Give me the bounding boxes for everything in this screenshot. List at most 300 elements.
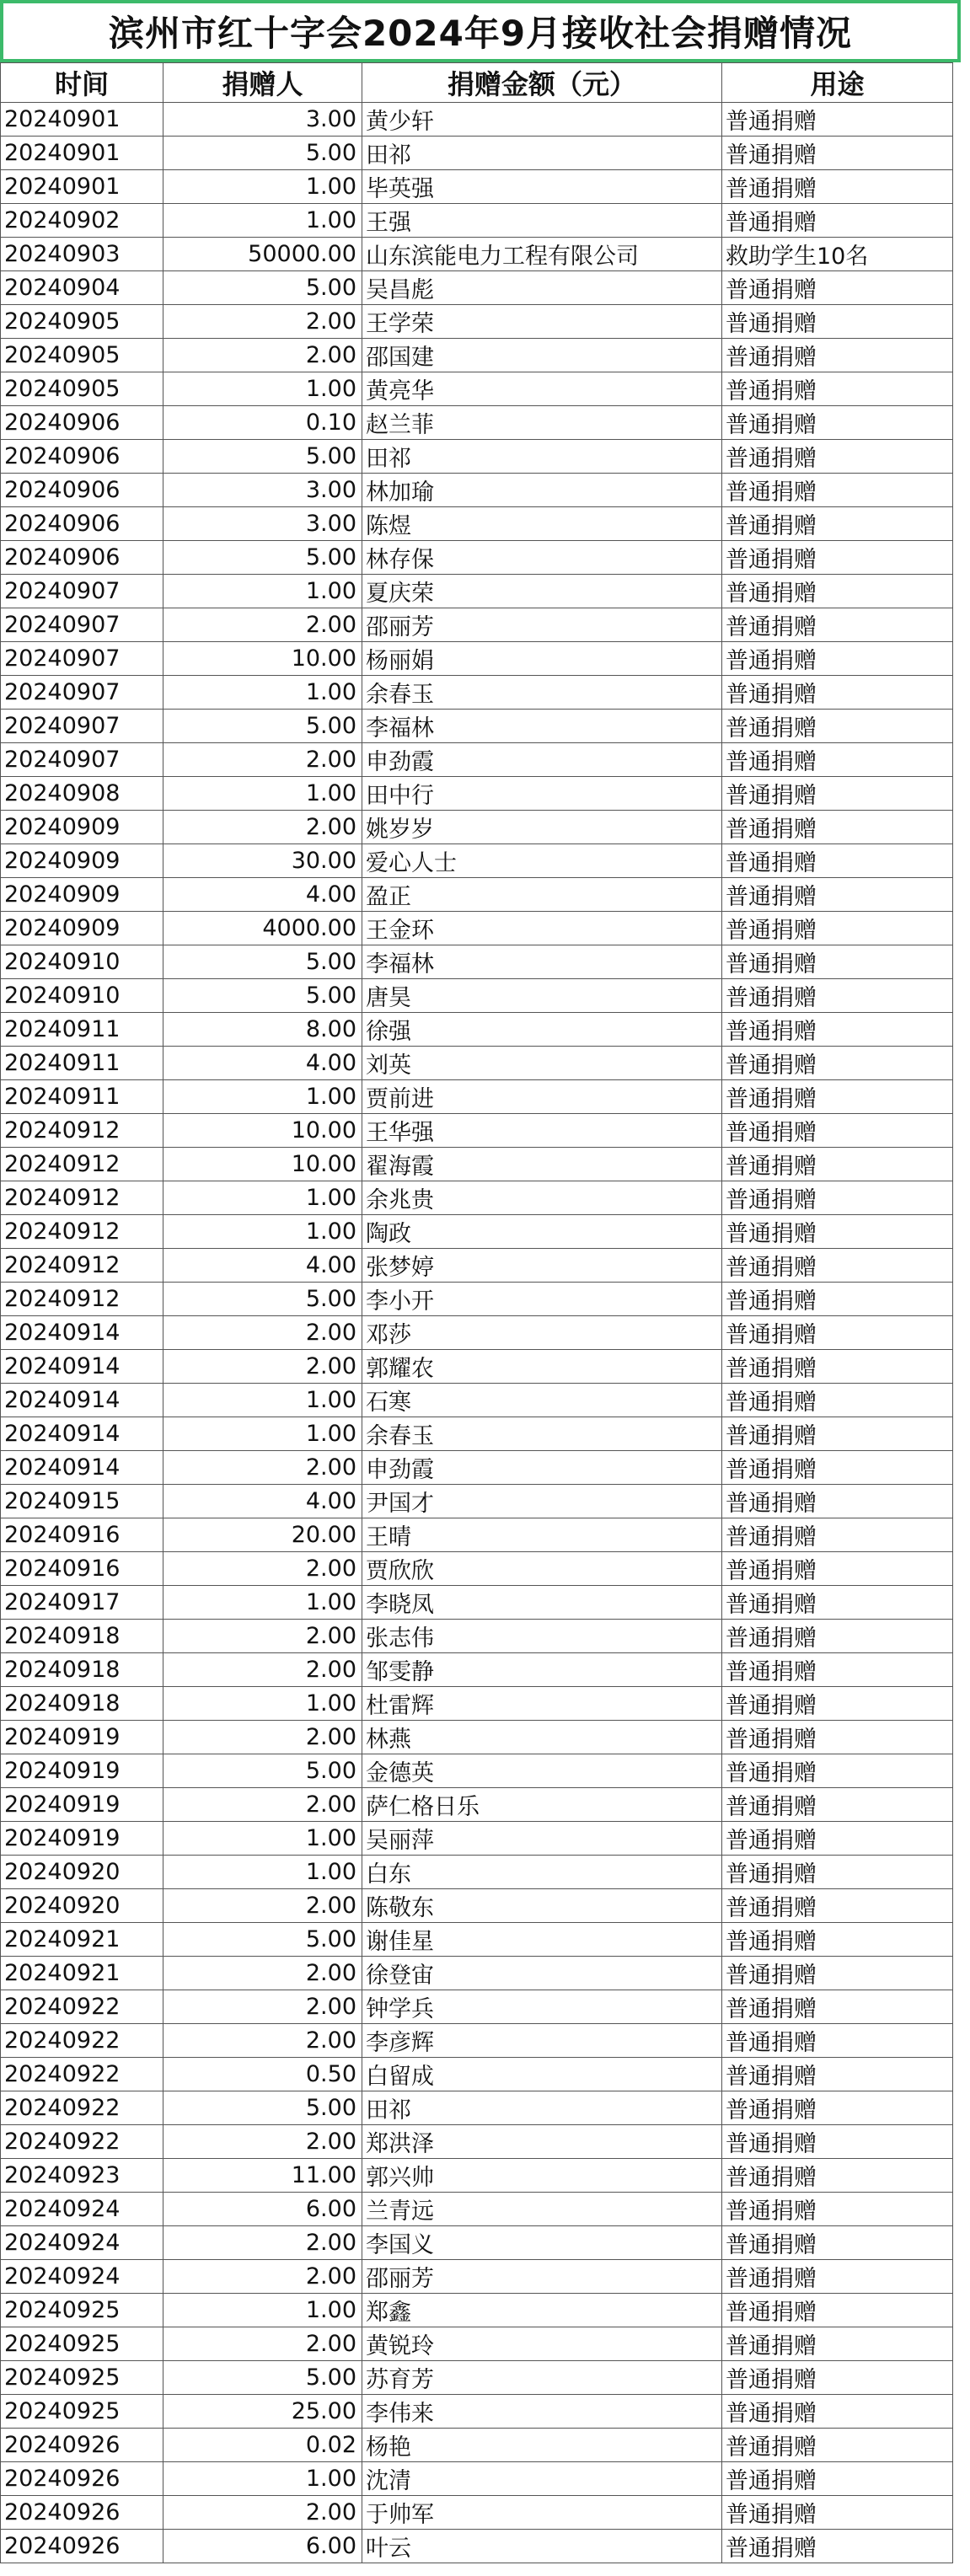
cell-donor[interactable]: 田中行 (362, 777, 722, 811)
cell-date[interactable]: 20240916 (1, 1552, 163, 1586)
cell-amount[interactable]: 0.10 (163, 406, 362, 440)
cell-amount[interactable]: 1.00 (163, 170, 362, 204)
cell-date[interactable]: 20240922 (1, 2091, 163, 2125)
cell-purpose[interactable]: 普通捐赠 (722, 1047, 953, 1080)
cell-purpose[interactable]: 普通捐赠 (722, 2294, 953, 2327)
cell-amount[interactable]: 5.00 (163, 979, 362, 1013)
cell-purpose[interactable]: 普通捐赠 (722, 710, 953, 743)
cell-date[interactable]: 20240906 (1, 507, 163, 541)
cell-date[interactable]: 20240907 (1, 743, 163, 777)
cell-purpose[interactable]: 普通捐赠 (722, 945, 953, 979)
table-row (1, 2193, 953, 2226)
cell-donor[interactable]: 金德英 (362, 1754, 722, 1788)
cell-donor[interactable]: 田祁 (362, 2091, 722, 2125)
cell-date[interactable]: 20240921 (1, 1923, 163, 1957)
cell-date[interactable]: 20240924 (1, 2226, 163, 2260)
cell-date[interactable]: 20240920 (1, 1856, 163, 1889)
cell-purpose[interactable]: 普通捐赠 (722, 1586, 953, 1620)
cell-date[interactable]: 20240922 (1, 1990, 163, 2024)
cell-date[interactable]: 20240909 (1, 844, 163, 878)
cell-purpose[interactable]: 普通捐赠 (722, 2193, 953, 2226)
cell-donor[interactable]: 徐登宙 (362, 1957, 722, 1990)
cell-amount[interactable]: 50000.00 (163, 238, 362, 271)
cell-date[interactable]: 20240912 (1, 1215, 163, 1249)
cell-date[interactable]: 20240912 (1, 1283, 163, 1316)
cell-donor[interactable]: 徐强 (362, 1013, 722, 1047)
cell-purpose[interactable]: 普通捐赠 (722, 1451, 953, 1485)
cell-date[interactable]: 20240926 (1, 2530, 163, 2563)
cell-donor[interactable]: 吴昌彪 (362, 271, 722, 305)
cell-purpose[interactable]: 普通捐赠 (722, 1350, 953, 1384)
cell-donor[interactable]: 唐昊 (362, 979, 722, 1013)
cell-date[interactable]: 20240912 (1, 1148, 163, 1181)
cell-date[interactable]: 20240919 (1, 1788, 163, 1822)
cell-amount[interactable]: 5.00 (163, 1283, 362, 1316)
cell-purpose[interactable]: 普通捐赠 (722, 1721, 953, 1754)
cell-purpose[interactable]: 普通捐赠 (722, 811, 953, 844)
cell-amount[interactable]: 2.00 (163, 1653, 362, 1687)
cell-amount[interactable]: 5.00 (163, 945, 362, 979)
cell-amount[interactable]: 10.00 (163, 1114, 362, 1148)
cell-donor[interactable]: 王学荣 (362, 305, 722, 339)
cell-amount[interactable]: 1.00 (163, 2462, 362, 2496)
cell-amount[interactable]: 1.00 (163, 2294, 362, 2327)
cell-date[interactable]: 20240925 (1, 2361, 163, 2395)
cell-amount[interactable]: 1.00 (163, 372, 362, 406)
cell-donor[interactable]: 陶政 (362, 1215, 722, 1249)
cell-amount[interactable]: 10.00 (163, 1148, 362, 1181)
cell-purpose[interactable]: 普通捐赠 (722, 103, 953, 137)
cell-amount[interactable]: 30.00 (163, 844, 362, 878)
cell-date[interactable]: 20240925 (1, 2395, 163, 2429)
cell-donor[interactable]: 贾前进 (362, 1080, 722, 1114)
cell-purpose[interactable]: 普通捐赠 (722, 2327, 953, 2361)
cell-date[interactable]: 20240906 (1, 440, 163, 474)
cell-date[interactable]: 20240919 (1, 1822, 163, 1856)
cell-date[interactable]: 20240922 (1, 2058, 163, 2091)
cell-date[interactable]: 20240901 (1, 103, 163, 137)
cell-donor[interactable]: 黄少轩 (362, 103, 722, 137)
cell-donor[interactable]: 贾欣欣 (362, 1552, 722, 1586)
cell-amount[interactable]: 2.00 (163, 743, 362, 777)
cell-date[interactable]: 20240926 (1, 2462, 163, 2496)
cell-purpose[interactable]: 普通捐赠 (722, 170, 953, 204)
cell-donor[interactable]: 沈清 (362, 2462, 722, 2496)
cell-date[interactable]: 20240918 (1, 1653, 163, 1687)
cell-amount[interactable]: 2.00 (163, 1957, 362, 1990)
cell-amount[interactable]: 5.00 (163, 271, 362, 305)
cell-amount[interactable]: 8.00 (163, 1013, 362, 1047)
cell-date[interactable]: 20240921 (1, 1957, 163, 1990)
cell-donor[interactable]: 白东 (362, 1856, 722, 1889)
cell-purpose[interactable]: 普通捐赠 (722, 372, 953, 406)
cell-date[interactable]: 20240912 (1, 1249, 163, 1283)
cell-date[interactable]: 20240922 (1, 2125, 163, 2159)
cell-date[interactable]: 20240912 (1, 1114, 163, 1148)
cell-donor[interactable]: 田祁 (362, 137, 722, 170)
cell-donor[interactable]: 王晴 (362, 1518, 722, 1552)
cell-date[interactable]: 20240914 (1, 1451, 163, 1485)
cell-amount[interactable]: 1.00 (163, 1687, 362, 1721)
cell-date[interactable]: 20240906 (1, 474, 163, 507)
cell-donor[interactable]: 于帅军 (362, 2496, 722, 2530)
cell-purpose[interactable]: 普通捐赠 (722, 1148, 953, 1181)
cell-purpose[interactable]: 普通捐赠 (722, 743, 953, 777)
cell-donor[interactable]: 尹国才 (362, 1485, 722, 1518)
cell-purpose[interactable]: 普通捐赠 (722, 1518, 953, 1552)
cell-donor[interactable]: 刘英 (362, 1047, 722, 1080)
cell-amount[interactable]: 1.00 (163, 575, 362, 608)
cell-donor[interactable]: 林燕 (362, 1721, 722, 1754)
cell-amount[interactable]: 1.00 (163, 777, 362, 811)
cell-amount[interactable]: 2.00 (163, 305, 362, 339)
cell-amount[interactable]: 4.00 (163, 878, 362, 912)
cell-amount[interactable]: 3.00 (163, 474, 362, 507)
cell-date[interactable]: 20240919 (1, 1721, 163, 1754)
cell-date[interactable]: 20240908 (1, 777, 163, 811)
cell-amount[interactable]: 2.00 (163, 1552, 362, 1586)
cell-donor[interactable]: 姚岁岁 (362, 811, 722, 844)
cell-amount[interactable]: 2.00 (163, 2327, 362, 2361)
cell-purpose[interactable]: 普通捐赠 (722, 541, 953, 575)
cell-donor[interactable]: 黄锐玲 (362, 2327, 722, 2361)
cell-amount[interactable]: 2.00 (163, 1788, 362, 1822)
cell-amount[interactable]: 1.00 (163, 1080, 362, 1114)
cell-donor[interactable]: 爱心人士 (362, 844, 722, 878)
cell-amount[interactable]: 1.00 (163, 1417, 362, 1451)
cell-amount[interactable]: 11.00 (163, 2159, 362, 2193)
cell-amount[interactable]: 5.00 (163, 541, 362, 575)
cell-purpose[interactable]: 普通捐赠 (722, 777, 953, 811)
cell-amount[interactable]: 2.00 (163, 2496, 362, 2530)
cell-date[interactable]: 20240905 (1, 305, 163, 339)
cell-donor[interactable]: 兰青远 (362, 2193, 722, 2226)
cell-date[interactable]: 20240905 (1, 372, 163, 406)
cell-date[interactable]: 20240917 (1, 1586, 163, 1620)
cell-date[interactable]: 20240915 (1, 1485, 163, 1518)
cell-amount[interactable]: 4.00 (163, 1485, 362, 1518)
cell-amount[interactable]: 4000.00 (163, 912, 362, 945)
cell-donor[interactable]: 余兆贵 (362, 1181, 722, 1215)
cell-donor[interactable]: 苏育芳 (362, 2361, 722, 2395)
cell-purpose[interactable]: 普通捐赠 (722, 137, 953, 170)
cell-purpose[interactable]: 普通捐赠 (722, 2260, 953, 2294)
cell-date[interactable]: 20240907 (1, 608, 163, 642)
cell-amount[interactable]: 4.00 (163, 1047, 362, 1080)
cell-purpose[interactable]: 普通捐赠 (722, 608, 953, 642)
cell-date[interactable]: 20240926 (1, 2496, 163, 2530)
cell-donor[interactable]: 萨仁格日乐 (362, 1788, 722, 1822)
cell-purpose[interactable]: 救助学生10名 (722, 238, 953, 271)
cell-purpose[interactable]: 普通捐赠 (722, 1485, 953, 1518)
cell-donor[interactable]: 申劲霞 (362, 743, 722, 777)
cell-amount[interactable]: 2.00 (163, 2226, 362, 2260)
cell-amount[interactable]: 2.00 (163, 1350, 362, 1384)
cell-purpose[interactable]: 普通捐赠 (722, 1215, 953, 1249)
cell-amount[interactable]: 0.50 (163, 2058, 362, 2091)
cell-date[interactable]: 20240911 (1, 1013, 163, 1047)
cell-date[interactable]: 20240907 (1, 710, 163, 743)
cell-purpose[interactable]: 普通捐赠 (722, 507, 953, 541)
cell-amount[interactable]: 2.00 (163, 339, 362, 372)
cell-purpose[interactable]: 普通捐赠 (722, 1114, 953, 1148)
cell-date[interactable]: 20240926 (1, 2429, 163, 2462)
cell-donor[interactable]: 李福林 (362, 945, 722, 979)
cell-donor[interactable]: 毕英强 (362, 170, 722, 204)
cell-donor[interactable]: 李福林 (362, 710, 722, 743)
cell-purpose[interactable]: 普通捐赠 (722, 1788, 953, 1822)
cell-purpose[interactable]: 普通捐赠 (722, 474, 953, 507)
column-header-time[interactable]: 时间 (1, 63, 163, 103)
cell-purpose[interactable]: 普通捐赠 (722, 1417, 953, 1451)
cell-amount[interactable]: 2.00 (163, 1990, 362, 2024)
cell-amount[interactable]: 5.00 (163, 440, 362, 474)
cell-donor[interactable]: 邵丽芳 (362, 2260, 722, 2294)
cell-amount[interactable]: 3.00 (163, 103, 362, 137)
cell-amount[interactable]: 5.00 (163, 2361, 362, 2395)
cell-donor[interactable]: 田祁 (362, 440, 722, 474)
cell-donor[interactable]: 张志伟 (362, 1620, 722, 1653)
cell-amount[interactable]: 2.00 (163, 1316, 362, 1350)
column-header-purpose[interactable]: 用途 (722, 63, 953, 103)
table-row (1, 1653, 953, 1687)
cell-date[interactable]: 20240907 (1, 642, 163, 676)
cell-amount[interactable]: 2.00 (163, 1451, 362, 1485)
cell-donor[interactable]: 李晓凤 (362, 1586, 722, 1620)
cell-amount[interactable]: 2.00 (163, 811, 362, 844)
cell-purpose[interactable]: 普通捐赠 (722, 575, 953, 608)
cell-amount[interactable]: 25.00 (163, 2395, 362, 2429)
cell-date[interactable]: 20240914 (1, 1350, 163, 1384)
cell-date[interactable]: 20240925 (1, 2327, 163, 2361)
cell-donor[interactable]: 林加瑜 (362, 474, 722, 507)
cell-date[interactable]: 20240919 (1, 1754, 163, 1788)
cell-donor[interactable]: 郑鑫 (362, 2294, 722, 2327)
cell-amount[interactable]: 4.00 (163, 1249, 362, 1283)
cell-purpose[interactable]: 普通捐赠 (722, 1283, 953, 1316)
cell-purpose[interactable]: 普通捐赠 (722, 1957, 953, 1990)
cell-date[interactable]: 20240912 (1, 1181, 163, 1215)
cell-purpose[interactable]: 普通捐赠 (722, 1080, 953, 1114)
cell-amount[interactable]: 2.00 (163, 1889, 362, 1923)
cell-date[interactable]: 20240901 (1, 137, 163, 170)
cell-purpose[interactable]: 普通捐赠 (722, 1316, 953, 1350)
cell-purpose[interactable]: 普通捐赠 (722, 642, 953, 676)
cell-donor[interactable]: 山东滨能电力工程有限公司 (362, 238, 722, 271)
cell-donor[interactable]: 盈正 (362, 878, 722, 912)
cell-amount[interactable]: 2.00 (163, 1620, 362, 1653)
cell-amount[interactable]: 2.00 (163, 608, 362, 642)
cell-donor[interactable]: 谢佳星 (362, 1923, 722, 1957)
cell-purpose[interactable]: 普通捐赠 (722, 1653, 953, 1687)
cell-donor[interactable]: 陈煜 (362, 507, 722, 541)
cell-date[interactable]: 20240902 (1, 204, 163, 238)
cell-purpose[interactable]: 普通捐赠 (722, 440, 953, 474)
cell-amount[interactable]: 1.00 (163, 1856, 362, 1889)
cell-amount[interactable]: 1.00 (163, 1215, 362, 1249)
cell-donor[interactable]: 赵兰菲 (362, 406, 722, 440)
cell-purpose[interactable]: 普通捐赠 (722, 2024, 953, 2058)
cell-purpose[interactable]: 普通捐赠 (722, 1687, 953, 1721)
cell-purpose[interactable]: 普通捐赠 (722, 2058, 953, 2091)
cell-purpose[interactable]: 普通捐赠 (722, 1620, 953, 1653)
sheet-title[interactable]: 滨州市红十字会2024年9月接收社会捐赠情况 (0, 0, 961, 62)
cell-date[interactable]: 20240914 (1, 1417, 163, 1451)
cell-purpose[interactable]: 普通捐赠 (722, 2226, 953, 2260)
cell-donor[interactable]: 吴丽萍 (362, 1822, 722, 1856)
cell-donor[interactable]: 郭兴帅 (362, 2159, 722, 2193)
cell-date[interactable]: 20240910 (1, 945, 163, 979)
cell-date[interactable]: 20240907 (1, 676, 163, 710)
cell-donor[interactable]: 杨丽娟 (362, 642, 722, 676)
cell-donor[interactable]: 叶云 (362, 2530, 722, 2563)
cell-amount[interactable]: 2.00 (163, 2125, 362, 2159)
cell-purpose[interactable]: 普通捐赠 (722, 2496, 953, 2530)
cell-purpose[interactable]: 普通捐赠 (722, 2091, 953, 2125)
cell-donor[interactable]: 余春玉 (362, 676, 722, 710)
cell-amount[interactable]: 0.02 (163, 2429, 362, 2462)
cell-purpose[interactable]: 普通捐赠 (722, 339, 953, 372)
cell-amount[interactable]: 2.00 (163, 1721, 362, 1754)
cell-donor[interactable]: 邓莎 (362, 1316, 722, 1350)
cell-purpose[interactable]: 普通捐赠 (722, 2462, 953, 2496)
cell-date[interactable]: 20240925 (1, 2294, 163, 2327)
cell-donor[interactable]: 王金环 (362, 912, 722, 945)
cell-purpose[interactable]: 普通捐赠 (722, 271, 953, 305)
cell-purpose[interactable]: 普通捐赠 (722, 406, 953, 440)
cell-donor[interactable]: 杜雷辉 (362, 1687, 722, 1721)
cell-purpose[interactable]: 普通捐赠 (722, 2125, 953, 2159)
cell-donor[interactable]: 郭耀农 (362, 1350, 722, 1384)
cell-date[interactable]: 20240909 (1, 811, 163, 844)
cell-donor[interactable]: 杨艳 (362, 2429, 722, 2462)
cell-purpose[interactable]: 普通捐赠 (722, 912, 953, 945)
cell-date[interactable]: 20240918 (1, 1620, 163, 1653)
cell-donor[interactable]: 石寒 (362, 1384, 722, 1417)
cell-purpose[interactable]: 普通捐赠 (722, 1990, 953, 2024)
cell-date[interactable]: 20240906 (1, 406, 163, 440)
cell-purpose[interactable]: 普通捐赠 (722, 2395, 953, 2429)
cell-date[interactable]: 20240911 (1, 1080, 163, 1114)
cell-purpose[interactable]: 普通捐赠 (722, 1923, 953, 1957)
cell-purpose[interactable]: 普通捐赠 (722, 1181, 953, 1215)
column-header-donor[interactable]: 捐赠人 (163, 63, 362, 103)
cell-amount[interactable]: 20.00 (163, 1518, 362, 1552)
cell-date[interactable]: 20240914 (1, 1384, 163, 1417)
cell-date[interactable]: 20240905 (1, 339, 163, 372)
cell-purpose[interactable]: 普通捐赠 (722, 1249, 953, 1283)
cell-amount[interactable]: 2.00 (163, 2024, 362, 2058)
cell-date[interactable]: 20240923 (1, 2159, 163, 2193)
cell-donor[interactable]: 李小开 (362, 1283, 722, 1316)
cell-amount[interactable]: 2.00 (163, 2260, 362, 2294)
cell-amount[interactable]: 1.00 (163, 676, 362, 710)
cell-date[interactable]: 20240922 (1, 2024, 163, 2058)
cell-amount[interactable]: 10.00 (163, 642, 362, 676)
cell-date[interactable]: 20240924 (1, 2193, 163, 2226)
column-header-amount[interactable]: 捐赠金额（元） (362, 63, 722, 103)
cell-date[interactable]: 20240906 (1, 541, 163, 575)
cell-amount[interactable]: 5.00 (163, 1923, 362, 1957)
cell-donor[interactable]: 邹雯静 (362, 1653, 722, 1687)
cell-amount[interactable]: 5.00 (163, 1754, 362, 1788)
cell-donor[interactable]: 李伟来 (362, 2395, 722, 2429)
cell-date[interactable]: 20240911 (1, 1047, 163, 1080)
cell-purpose[interactable]: 普通捐赠 (722, 305, 953, 339)
cell-amount[interactable]: 1.00 (163, 1822, 362, 1856)
cell-donor[interactable]: 李国义 (362, 2226, 722, 2260)
cell-purpose[interactable]: 普通捐赠 (722, 2159, 953, 2193)
cell-purpose[interactable]: 普通捐赠 (722, 1856, 953, 1889)
cell-purpose[interactable]: 普通捐赠 (722, 1822, 953, 1856)
cell-donor[interactable]: 钟学兵 (362, 1990, 722, 2024)
cell-amount[interactable]: 6.00 (163, 2193, 362, 2226)
cell-purpose[interactable]: 普通捐赠 (722, 1384, 953, 1417)
cell-purpose[interactable]: 普通捐赠 (722, 1754, 953, 1788)
cell-date[interactable]: 20240907 (1, 575, 163, 608)
cell-purpose[interactable]: 普通捐赠 (722, 676, 953, 710)
cell-date[interactable]: 20240903 (1, 238, 163, 271)
cell-donor[interactable]: 王华强 (362, 1114, 722, 1148)
cell-date[interactable]: 20240909 (1, 878, 163, 912)
cell-donor[interactable]: 申劲霞 (362, 1451, 722, 1485)
cell-date[interactable]: 20240910 (1, 979, 163, 1013)
cell-amount[interactable]: 1.00 (163, 1181, 362, 1215)
cell-purpose[interactable]: 普通捐赠 (722, 204, 953, 238)
cell-purpose[interactable]: 普通捐赠 (722, 844, 953, 878)
cell-purpose[interactable]: 普通捐赠 (722, 979, 953, 1013)
cell-donor[interactable]: 邵丽芳 (362, 608, 722, 642)
cell-donor[interactable]: 林存保 (362, 541, 722, 575)
cell-amount[interactable]: 5.00 (163, 710, 362, 743)
cell-date[interactable]: 20240909 (1, 912, 163, 945)
table-row (1, 2530, 953, 2563)
cell-donor[interactable]: 张梦婷 (362, 1249, 722, 1283)
cell-purpose[interactable]: 普通捐赠 (722, 1013, 953, 1047)
cell-date[interactable]: 20240916 (1, 1518, 163, 1552)
cell-date[interactable]: 20240924 (1, 2260, 163, 2294)
cell-amount[interactable]: 1.00 (163, 1586, 362, 1620)
cell-purpose[interactable]: 普通捐赠 (722, 2429, 953, 2462)
cell-amount[interactable]: 6.00 (163, 2530, 362, 2563)
cell-amount[interactable]: 5.00 (163, 2091, 362, 2125)
cell-date[interactable]: 20240901 (1, 170, 163, 204)
cell-donor[interactable]: 陈敬东 (362, 1889, 722, 1923)
cell-purpose[interactable]: 普通捐赠 (722, 2530, 953, 2563)
cell-donor[interactable]: 邵国建 (362, 339, 722, 372)
cell-amount[interactable]: 5.00 (163, 137, 362, 170)
cell-amount[interactable]: 3.00 (163, 507, 362, 541)
cell-purpose[interactable]: 普通捐赠 (722, 1552, 953, 1586)
cell-purpose[interactable]: 普通捐赠 (722, 2361, 953, 2395)
cell-date[interactable]: 20240918 (1, 1687, 163, 1721)
cell-amount[interactable]: 1.00 (163, 204, 362, 238)
cell-donor[interactable]: 黄亮华 (362, 372, 722, 406)
cell-purpose[interactable]: 普通捐赠 (722, 1889, 953, 1923)
cell-donor[interactable]: 余春玉 (362, 1417, 722, 1451)
cell-date[interactable]: 20240920 (1, 1889, 163, 1923)
cell-donor[interactable]: 王强 (362, 204, 722, 238)
cell-donor[interactable]: 郑洪泽 (362, 2125, 722, 2159)
cell-donor[interactable]: 翟海霞 (362, 1148, 722, 1181)
cell-donor[interactable]: 白留成 (362, 2058, 722, 2091)
cell-donor[interactable]: 李彦辉 (362, 2024, 722, 2058)
cell-purpose[interactable]: 普通捐赠 (722, 878, 953, 912)
cell-date[interactable]: 20240904 (1, 271, 163, 305)
cell-date[interactable]: 20240914 (1, 1316, 163, 1350)
cell-amount[interactable]: 1.00 (163, 1384, 362, 1417)
cell-donor[interactable]: 夏庆荣 (362, 575, 722, 608)
